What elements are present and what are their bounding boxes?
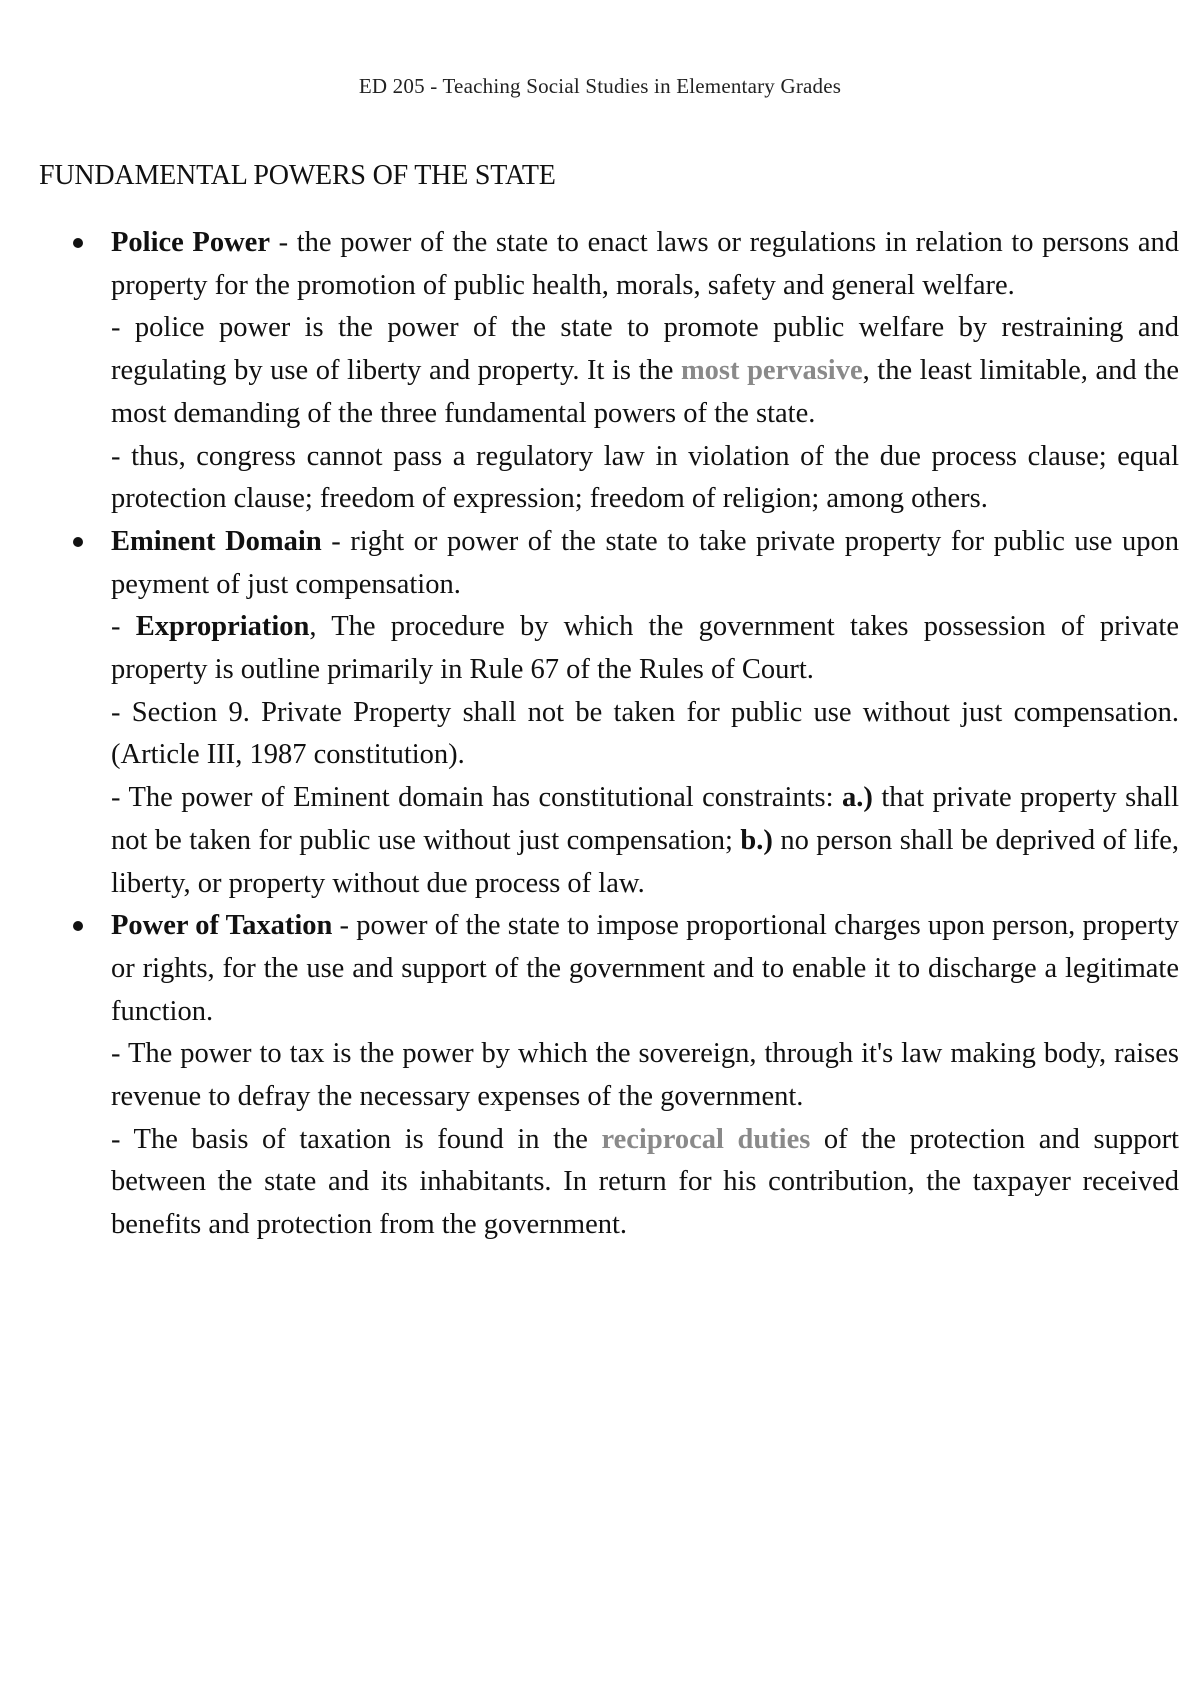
constraint-b-label: b.) xyxy=(740,824,773,856)
police-power-p2-text: - police power is the power of the state to promote public welfare by restraining and regulating by use of liberty and property. It is the xyxy=(111,312,1179,387)
eminent-domain-definition-text: - right or power of the state to take private property for public use upon peyment of just compensation. xyxy=(111,525,1179,600)
eminent-p2-prefix: - xyxy=(111,611,136,643)
taxation-definition xyxy=(111,905,1179,1033)
highlight-most-pervasive: most pervasive xyxy=(680,355,863,387)
taxation-definition-text: - power of the state to impose proportional charges upon person, property or rights, for the use and support of the government and to enable it to discharge a legitimate function. xyxy=(111,910,1179,1027)
police-power-definition-text: - the power of the state to enact laws or regulations in relation to persons and property for the promotion of public health, morals, safety and general welfare. xyxy=(111,227,1179,301)
eminent-p4-text-end: no person shall be deprived of life, liberty, or property without due process of law. xyxy=(111,824,1179,899)
list-item-police-power xyxy=(111,222,1179,521)
eminent-domain-paragraph-2 xyxy=(111,606,1179,691)
expropriation-term: Expropriation xyxy=(135,611,310,643)
taxation-p3-text-end: of the protection and support between the state and its inhabitants. In return for his contribution, the taxpayer received benefits and protection from the government. xyxy=(111,1123,1179,1241)
police-power-paragraph-2 xyxy=(111,307,1179,435)
eminent-domain-definition xyxy=(111,521,1179,606)
police-power-paragraph-3: - thus, congress cannot pass a regulatory law in violation of the due process clause; equal protection clause; freedom of expression; freedom of religion; among others. xyxy=(111,440,1179,515)
page-header: ED 205 - Teaching Social Studies in Elementary Grades xyxy=(358,74,842,98)
eminent-domain-term: Eminent Domain xyxy=(111,525,322,557)
police-power-term: Police Power xyxy=(111,227,270,258)
bullet-icon xyxy=(73,537,83,547)
taxation-paragraph-3 xyxy=(111,1119,1179,1247)
eminent-p4-text-middle: that private property shall not be taken for public use without just compensation; xyxy=(111,782,1179,856)
bullet-icon xyxy=(73,921,83,931)
police-power-definition xyxy=(111,222,1179,307)
bullet-icon xyxy=(73,238,83,248)
list-item-eminent-domain xyxy=(111,521,1179,905)
eminent-domain-paragraph-3: - Section 9. Private Property shall not be taken for public use without just compensation. (Article III, 1987 constitution). xyxy=(111,696,1179,771)
page-title: FUNDAMENTAL POWERS OF THE STATE xyxy=(39,160,556,191)
taxation-paragraph-2: - The power to tax is the power by which the sovereign, through it's law making body, raises revenue to defray the necessary expenses of the government. xyxy=(111,1038,1179,1113)
constraint-a-label: a.) xyxy=(842,782,873,814)
taxation-p3-text: - The basis of taxation is found in the xyxy=(111,1123,602,1155)
eminent-p2-text: , The procedure by which the government takes possession of private property is outline primarily in Rule 67 of the Rules of Court. xyxy=(111,611,1179,686)
taxation-term: Power of Taxation xyxy=(111,910,333,942)
eminent-p4-text: - The power of Eminent domain has constitutional constraints: xyxy=(111,782,843,814)
eminent-domain-paragraph-4 xyxy=(111,777,1179,905)
highlight-reciprocal-duties: reciprocal duties xyxy=(601,1123,811,1155)
powers-list xyxy=(111,222,1179,1247)
police-power-p2-text-end: , the least limitable, and the most demanding of the three fundamental powers of the state. xyxy=(111,355,1179,429)
list-item-power-of-taxation xyxy=(111,905,1179,1247)
